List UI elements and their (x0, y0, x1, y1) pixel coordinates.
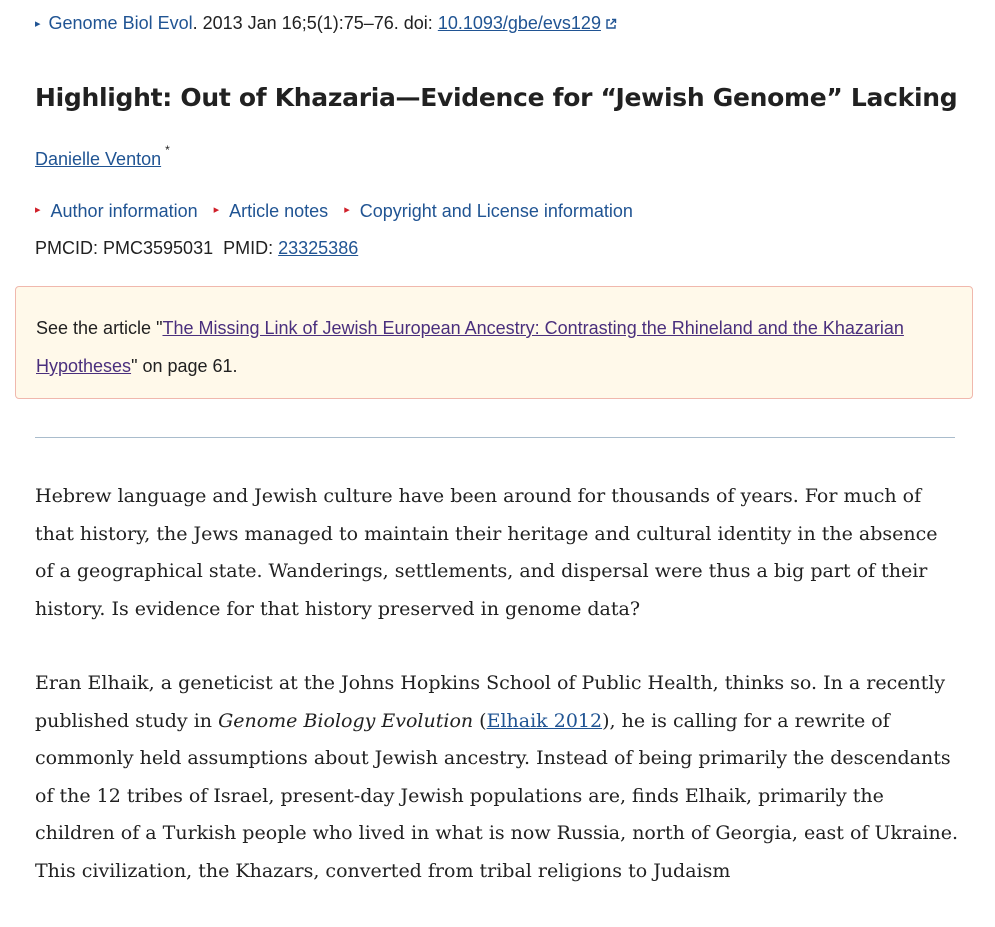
journal-link[interactable]: Genome Biol Evol (48, 13, 193, 33)
author-link[interactable]: Danielle Venton (35, 149, 162, 169)
related-article-notice (15, 286, 973, 399)
pmid-link[interactable]: 23325386 (278, 238, 359, 258)
author-line (35, 141, 170, 172)
triangle-right-icon: ▸ (35, 204, 41, 216)
copyright-license-toggle[interactable]: ▸ Copyright and License information (344, 198, 633, 224)
pmid-label: PMID: (223, 238, 279, 258)
notice-prefix: See the article " (36, 318, 163, 338)
notice-suffix: " on page 61. (131, 356, 238, 376)
reference-link[interactable]: Elhaik 2012 (486, 709, 603, 732)
triangle-right-icon: ▸ (35, 18, 41, 30)
section-divider (35, 437, 955, 438)
triangle-right-icon: ▸ (213, 204, 220, 216)
citation-date-pages: 2013 Jan 16;5(1):75–76. doi: (197, 13, 438, 33)
paragraph-1: Hebrew language and Jewish culture have been around for thousands of years. For much of that history, the Jews managed to maintain their heritage and cultural identity in the absence of a geographical state. Wanderings, settlements, and dispersal were thus a big part of their history. Is evidence for that history preserved in genome data? (35, 485, 938, 620)
article-notes-toggle[interactable]: ▸ Article notes (214, 198, 329, 224)
external-link-icon[interactable] (605, 18, 617, 30)
journal-italic: Genome Biology Evolution (218, 709, 474, 732)
pmcid-value: PMC3595031 (103, 238, 214, 258)
article-title: Highlight: Out of Khazaria—Evidence for “Jewish Genome” Lacking (35, 83, 958, 112)
article-identifiers (35, 235, 358, 261)
related-article-link[interactable]: The Missing Link of Jewish European Ancestry: Contrasting the Rhineland and the Khazarian Hypotheses (36, 318, 904, 376)
pmcid-label: PMCID: (35, 238, 104, 258)
triangle-right-icon: ▸ (344, 204, 350, 216)
doi-link[interactable]: 10.1093/gbe/evs129 (437, 13, 601, 33)
author-marker: * (165, 143, 170, 157)
journal-period: . (192, 13, 198, 33)
paragraph-2: Eran Elhaik, a geneticist at the Johns Hopkins School of Public Health, thinks so. In a recently published study in Genome Biology Evolution (Elhaik 2012), he is calling for a rewrite of commonly held assumptions about Jewish ancestry. Instead of being primarily the descendants of the 12 tribes of Israel, present-day Jewish populations are, finds Elhaik, primarily the children of a Turkish people who lived in what is now Russia, north of Georgia, east of Ukraine. This civilization, the Khazars, converted from tribal religions to Judaism (35, 672, 959, 882)
article-body (35, 478, 960, 927)
author-information-toggle[interactable]: ▸ Author information (35, 198, 198, 224)
article-meta-links (35, 198, 633, 224)
citation-line (35, 10, 617, 39)
